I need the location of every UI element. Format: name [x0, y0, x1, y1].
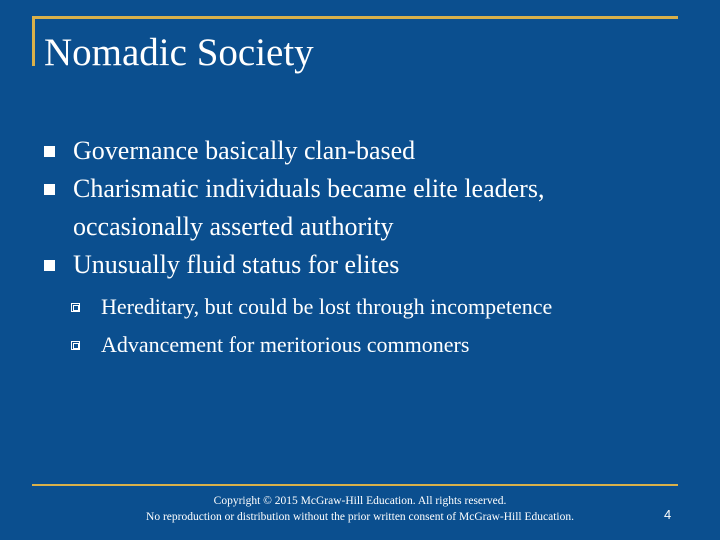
footer-divider [32, 484, 678, 486]
slide-title: Nomadic Society [44, 31, 314, 74]
bullet-item [0, 132, 693, 170]
square-bullet-icon [44, 260, 55, 271]
hollow-square-bullet-icon [71, 303, 80, 312]
square-bullet-icon [44, 184, 55, 195]
title-border-horizontal [32, 16, 678, 19]
copyright-footer [100, 493, 620, 525]
bullet-text: Unusually fluid status for elites [73, 250, 400, 279]
hollow-square-bullet-icon [71, 341, 80, 350]
bullet-text-continued: occasionally asserted authority [73, 212, 394, 241]
bullet-text: Governance basically clan-based [73, 136, 416, 165]
sub-bullet-item [0, 326, 720, 364]
reproduction-notice: No reproduction or distribution without the prior written consent of McGraw-Hill Education. [146, 511, 574, 523]
sub-bullet-item [0, 288, 720, 326]
bullet-list [0, 132, 720, 364]
page-number: 4 [664, 507, 672, 522]
square-bullet-icon [44, 146, 55, 157]
copyright-line: Copyright © 2015 McGraw-Hill Education. All rights reserved. [213, 495, 507, 507]
sub-bullet-text: Hereditary, but could be lost through incompetence [101, 294, 553, 319]
bullet-item [0, 170, 693, 246]
title-border-vertical [32, 16, 35, 66]
sub-bullet-text: Advancement for meritorious commoners [101, 332, 470, 357]
bullet-item [0, 246, 693, 284]
bullet-text: Charismatic individuals became elite leaders, [73, 174, 545, 203]
sub-bullet-list [0, 288, 720, 364]
